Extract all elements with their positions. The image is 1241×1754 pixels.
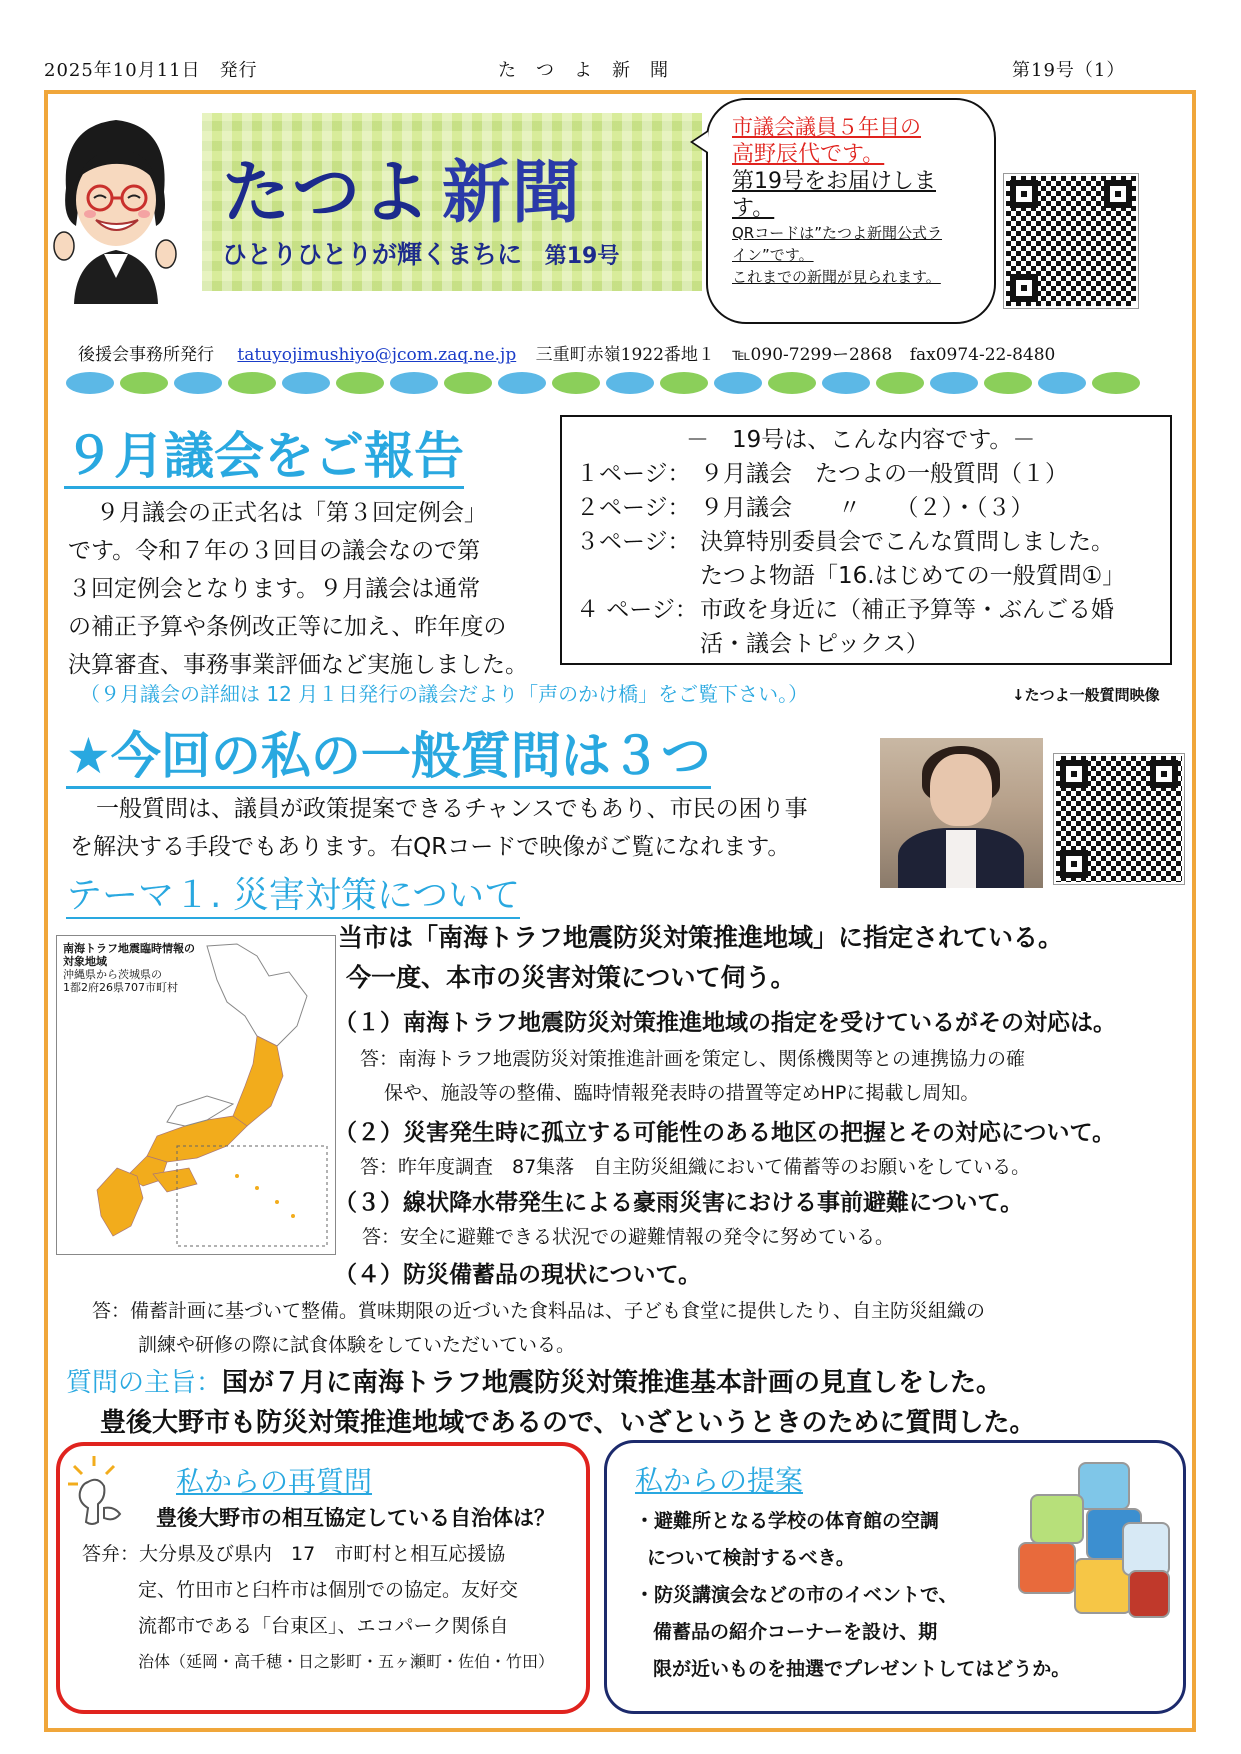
requestion-answer-line: 流都市である「台東区」、エコパーク関係自: [138, 1615, 509, 1637]
proposal-item: について検討するべき。: [647, 1547, 855, 1569]
canned-food-illustration: [1010, 1462, 1166, 1622]
contents-heading: － 19号は、こんな内容です。－: [686, 427, 1036, 453]
contents-row: [576, 559, 1156, 593]
bubble-delivery-1: 第19号をお届けしま: [732, 169, 936, 194]
fish-icon: [336, 372, 384, 394]
can-icon: [1018, 1542, 1076, 1594]
fish-icon: [390, 372, 438, 394]
question-purpose: [66, 1362, 1002, 1399]
bubble-intro-1: 市議会議員５年目の: [732, 115, 921, 139]
answer-3: 答：安全に避難できる状況での避難情報の発令に努めている。: [362, 1226, 895, 1248]
answer-2: 答：昨年度調査 87集落 自主防災組織において備蓄等のお願いをしている。: [360, 1156, 1031, 1178]
contents-text: 決算特別委員会でこんな質問しました。: [700, 529, 1114, 555]
report-line: です。令和７年の３回目の議会なので第: [68, 538, 481, 564]
bubble-qr-note-1: QRコードは”たつよ新聞公式ラ: [732, 224, 943, 242]
lightbulb-icon: [64, 1452, 134, 1532]
fish-decoration-row: [66, 372, 1176, 400]
theme1-intro-2: 今一度、本市の災害対策について伺う。: [346, 963, 796, 992]
requestion-box: [56, 1442, 590, 1714]
contents-row: [576, 525, 1156, 559]
report-line: 決算審査、事務事業評価など実施しました。: [68, 652, 528, 678]
cartoon-avatar: [52, 108, 180, 304]
contact-line: [78, 340, 1055, 365]
purpose-label: 質問の主旨：: [66, 1368, 223, 1398]
contents-box: [560, 415, 1172, 665]
answer-4-line-1: 答：備蓄計画に基づいて整備。賞味期限の近づいた食料品は、子ども食堂に提供したり、自主防災組織の: [92, 1300, 986, 1322]
contents-page: １ページ：: [576, 461, 691, 487]
map-caption-line: 対象地域: [63, 955, 107, 968]
contents-text: 市政を身近に（補正予算等・ぶんごる婚: [700, 597, 1114, 623]
intro-line: 一般質問は、議員が政策提案できるチャンスでもあり、市民の困り事: [96, 796, 808, 822]
bubble-qr-note-2: イン”です。: [732, 246, 814, 264]
masthead-title-shinbun: 新聞: [442, 154, 583, 233]
requestion-answer-line: 治体（延岡・高千穂・日之影町・五ヶ瀬町・佐伯・竹田）: [138, 1652, 555, 1671]
question-4: （４）防災備蓄品の現状について。: [334, 1262, 702, 1288]
councilor-photo: [880, 738, 1043, 888]
fish-icon: [498, 372, 546, 394]
report-line: ３回定例会となります。９月議会は通常: [68, 576, 481, 602]
contents-text: ９月議会 〃 （２）・（３）: [700, 495, 1034, 521]
phone: ℡090-7299ー2868: [732, 345, 893, 365]
general-question-title: ★今回の私の一般質問は３つ: [66, 728, 711, 789]
answer-1-line-2: 保や、施設等の整備、臨時情報発表時の措置等定めHPに掲載し周知。: [384, 1082, 980, 1104]
contents-page: ２ページ：: [576, 495, 691, 521]
map-caption-line: 1都2府26県707市町村: [63, 981, 178, 994]
office-label: 後援会事務所発行: [78, 345, 214, 365]
section-september-report-title: ９月議会をご報告: [64, 428, 464, 489]
can-icon: [1030, 1494, 1084, 1544]
fish-icon: [444, 372, 492, 394]
fish-icon: [984, 372, 1032, 394]
fish-icon: [1038, 372, 1086, 394]
fish-icon: [930, 372, 978, 394]
report-line: の補正予算や条例改正等に加え、昨年度の: [68, 614, 507, 640]
issue-date: 2025年10月11日 発行: [44, 60, 258, 81]
requestion-title: 私からの再質問: [176, 1465, 373, 1498]
fish-icon: [120, 372, 168, 394]
bubble-tail-inner: [693, 132, 708, 152]
proposal-item: ・避難所となる学校の体育館の空調: [635, 1510, 940, 1532]
email-link[interactable]: tatuyojimushiyo@jcom.zaq.ne.jp: [237, 345, 517, 365]
can-icon: [1122, 1522, 1170, 1576]
bubble-intro-2: 高野辰代です。: [732, 142, 885, 167]
requestion-answer-line: 定、竹田市と臼杵市は個別での協定。友好交: [138, 1579, 519, 1601]
fish-icon: [552, 372, 600, 394]
fish-icon: [714, 372, 762, 394]
contents-text: たつよ物語「16.はじめての一般質問①」: [700, 563, 1126, 589]
contents-row: [576, 457, 1156, 491]
issue-number: 第19号（1）: [1012, 60, 1126, 81]
contents-page: ４ ページ：: [576, 597, 698, 623]
fish-icon: [174, 372, 222, 394]
contents-row: [576, 491, 1156, 525]
intro-line: を解決する手段でもあります。右QRコードで映像がご覧になれます。: [70, 834, 791, 860]
fish-icon: [1092, 372, 1140, 394]
map-caption-line: 沖縄県から茨城県の: [63, 968, 162, 981]
fish-icon: [66, 372, 114, 394]
contents-row: [576, 593, 1156, 627]
answer-1-line-1: 答：南海トラフ地震防災対策推進計画を策定し、関係機関等との連携協力の確: [360, 1048, 1026, 1070]
report-line: ９月議会の正式名は「第３回定例会」: [96, 500, 487, 526]
answer-label: 答弁：: [82, 1543, 140, 1565]
purpose-line-1: 国が７月に南海トラフ地震防災対策推進基本計画の見直しをした。: [222, 1368, 1003, 1398]
speech-bubble: [706, 98, 996, 324]
fish-icon: [606, 372, 654, 394]
bubble-delivery-2: す。: [732, 196, 775, 221]
fish-icon: [282, 372, 330, 394]
proposal-title: 私からの提案: [635, 1464, 804, 1497]
video-label: ↓たつよ一般質問映像: [1012, 686, 1160, 704]
theme1-title: テーマ１. 災害対策について: [66, 874, 520, 919]
line-qr-code[interactable]: [1004, 174, 1138, 308]
nankai-trough-map: [56, 935, 336, 1255]
masthead-title: [222, 139, 582, 236]
contents-text: 活・議会トピックス）: [700, 631, 929, 657]
can-icon: [1128, 1570, 1170, 1618]
proposal-item: ・防災講演会などの市のイベントで、: [635, 1584, 958, 1606]
bubble-qr-note-3: これまでの新聞が見られます。: [732, 268, 941, 286]
fish-icon: [876, 372, 924, 394]
address: 三重町赤嶺1922番地１: [535, 345, 715, 365]
requestion-question: 豊後大野市の相互協定している自治体は？: [156, 1506, 555, 1530]
purpose-line-2: 豊後大野市も防災対策推進地域であるので、いざというときのために質問した。: [100, 1408, 1036, 1438]
proposal-item: 限が近いものを抽選でプレゼントしてはどうか。: [653, 1658, 1071, 1680]
contents-text: ９月議会 たつよの一般質問（１）: [700, 461, 1068, 487]
general-question-intro: [70, 790, 870, 866]
fish-icon: [822, 372, 870, 394]
japan-map-graphic: [57, 936, 335, 1254]
answer-4-line-2: 訓練や研修の際に試食体験をしていただいている。: [138, 1334, 576, 1356]
requestion-answer-line: 大分県及び県内 17 市町村と相互応援協: [139, 1543, 506, 1565]
contents-page: [576, 627, 700, 661]
map-caption-line: 南海トラフ地震臨時情報の: [63, 942, 195, 955]
video-qr-code[interactable]: [1054, 754, 1184, 884]
fish-icon: [768, 372, 816, 394]
fish-icon: [228, 372, 276, 394]
fish-icon: [660, 372, 708, 394]
masthead-title-tatsuyo: たつよ: [222, 154, 433, 233]
proposal-item: 備蓄品の紹介コーナーを設け、期: [653, 1621, 938, 1643]
question-2: （２）災害発生時に孤立する可能性のある地区の把握とその対応について。: [334, 1120, 1116, 1146]
masthead-slogan: ひとりひとりが輝くまちに: [222, 240, 523, 269]
masthead-subtitle: [222, 235, 619, 271]
fax: fax0974-22-8480: [909, 345, 1056, 365]
requestion-answer: [82, 1536, 582, 1680]
theme1-intro-1: 当市は「南海トラフ地震防災対策推進地域」に指定されている。: [338, 923, 1064, 952]
masthead: [202, 113, 702, 291]
question-3: （３）線状降水帯発生による豪雨災害における事前避難について。: [334, 1190, 1024, 1216]
contents-page: [576, 559, 700, 593]
section-september-report-body: [68, 494, 548, 684]
masthead-issue: 第19号: [544, 244, 620, 269]
can-icon: [1078, 1462, 1130, 1510]
paper-name: た つ よ 新 聞: [498, 60, 669, 81]
contents-row: [576, 627, 1156, 661]
council-detail-note: （９月議会の詳細は 12 月１日発行の議会だより「声のかけ橋」をご覧下さい。）: [80, 682, 809, 706]
question-1: （１）南海トラフ地震防災対策推進地域の指定を受けているがその対応は。: [334, 1010, 1116, 1036]
contents-page: ３ページ：: [576, 529, 691, 555]
